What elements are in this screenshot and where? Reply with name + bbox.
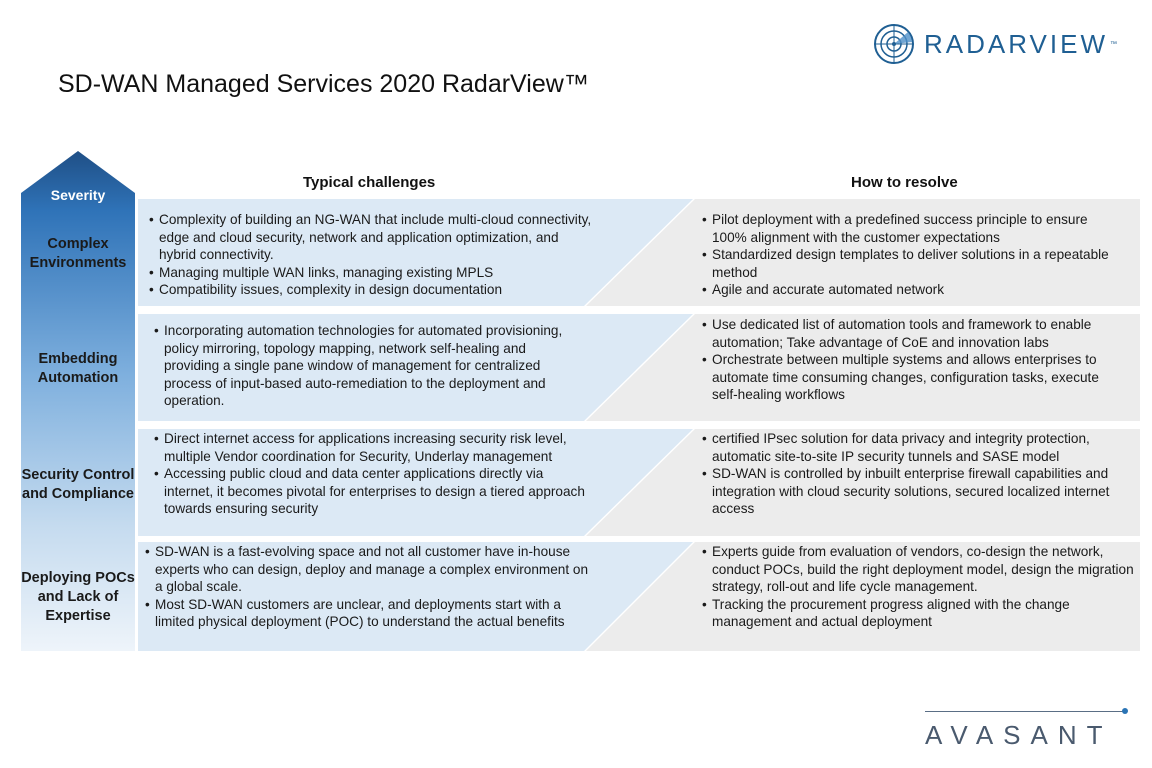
list-item: • Managing multiple WAN links, managing existing MPLS	[147, 264, 592, 282]
list-item: • Pilot deployment with a predefined success principle to ensure 100% alignment with the customer expectations	[700, 211, 1120, 246]
row-label-embedding-automation: Embedding Automation	[37, 351, 119, 386]
footer-dot-icon	[1122, 708, 1128, 714]
column-header-challenges: Typical challenges	[303, 174, 436, 191]
row-label-complex-environments: Complex Environments	[29, 236, 127, 271]
resolve-cell	[700, 316, 1120, 404]
list-item: • Most SD-WAN customers are unclear, and deployments start with a limited physical deployment (POC) to understand the actual benefits	[143, 596, 591, 631]
list-item: • SD-WAN is controlled by inbuilt enterprise firewall capabilities and integration with cloud security solutions, secured localized internet access	[700, 465, 1120, 518]
list-item: • SD-WAN is a fast-evolving space and not all customer have in-house experts who can design, deploy and manage a complex environment on a global scale.	[143, 543, 591, 596]
list-item: • Orchestrate between multiple systems and allows enterprises to automate time consuming changes, configuration tasks, execute self-healing workflows	[700, 351, 1120, 404]
list-item: • Use dedicated list of automation tools and framework to enable automation; Take advantage of CoE and innovation labs	[700, 316, 1120, 351]
challenges-cell	[152, 430, 592, 518]
challenges-cell	[147, 211, 592, 299]
footer-divider	[925, 711, 1123, 712]
list-item: • Incorporating automation technologies for automated provisioning, policy mirroring, topology mapping, network self-healing and providing a single pane window of management for centralized process of input-based auto-remediation to the deployment and operation.	[152, 322, 584, 410]
list-item: • Direct internet access for applications increasing security risk level, multiple Vendor coordination for Security, Underlay management	[152, 430, 592, 465]
severity-label: Severity	[50, 187, 106, 203]
row-label-deploying-pocs: Deploying POCs and Lack of Expertise	[21, 569, 135, 624]
list-item: • Agile and accurate automated network	[700, 281, 1120, 299]
list-item: • Experts guide from evaluation of vendors, co-design the network, conduct POCs, build the right deployment model, design the migration strategy, roll-out and life cycle management.	[700, 543, 1135, 596]
logo-trademark: ™	[1110, 40, 1117, 48]
challenges-cell	[143, 543, 591, 631]
list-item: • Compatibility issues, complexity in design documentation	[147, 281, 592, 299]
resolve-cell	[700, 430, 1120, 518]
challenges-cell	[152, 322, 584, 410]
row-label-security-control: Security Control and Compliance	[21, 467, 135, 502]
column-header-resolve: How to resolve	[851, 174, 958, 191]
list-item: • Accessing public cloud and data center applications directly via internet, it becomes pivotal for enterprises to design a tiered approach towards ensuring security	[152, 465, 592, 518]
list-item: • certified IPsec solution for data privacy and integrity protection, automatic site-to-site IP security tunnels and SASE model	[700, 430, 1120, 465]
list-item: • Tracking the procurement progress aligned with the change management and actual deployment	[700, 596, 1135, 631]
logo-wordmark: RADARVIEW	[924, 28, 1108, 59]
resolve-cell	[700, 543, 1135, 631]
footer-brand: AVASANT	[925, 720, 1113, 750]
page-title: SD-WAN Managed Services 2020 RadarView™	[58, 70, 589, 98]
list-item: • Standardized design templates to deliver solutions in a repeatable method	[700, 246, 1120, 281]
radar-icon	[872, 22, 916, 66]
list-item: • Complexity of building an NG-WAN that include multi-cloud connectivity, edge and cloud security, network and application optimization, and hybrid connectivity.	[147, 211, 592, 264]
radarview-logo	[872, 22, 1117, 66]
resolve-cell	[700, 211, 1120, 299]
